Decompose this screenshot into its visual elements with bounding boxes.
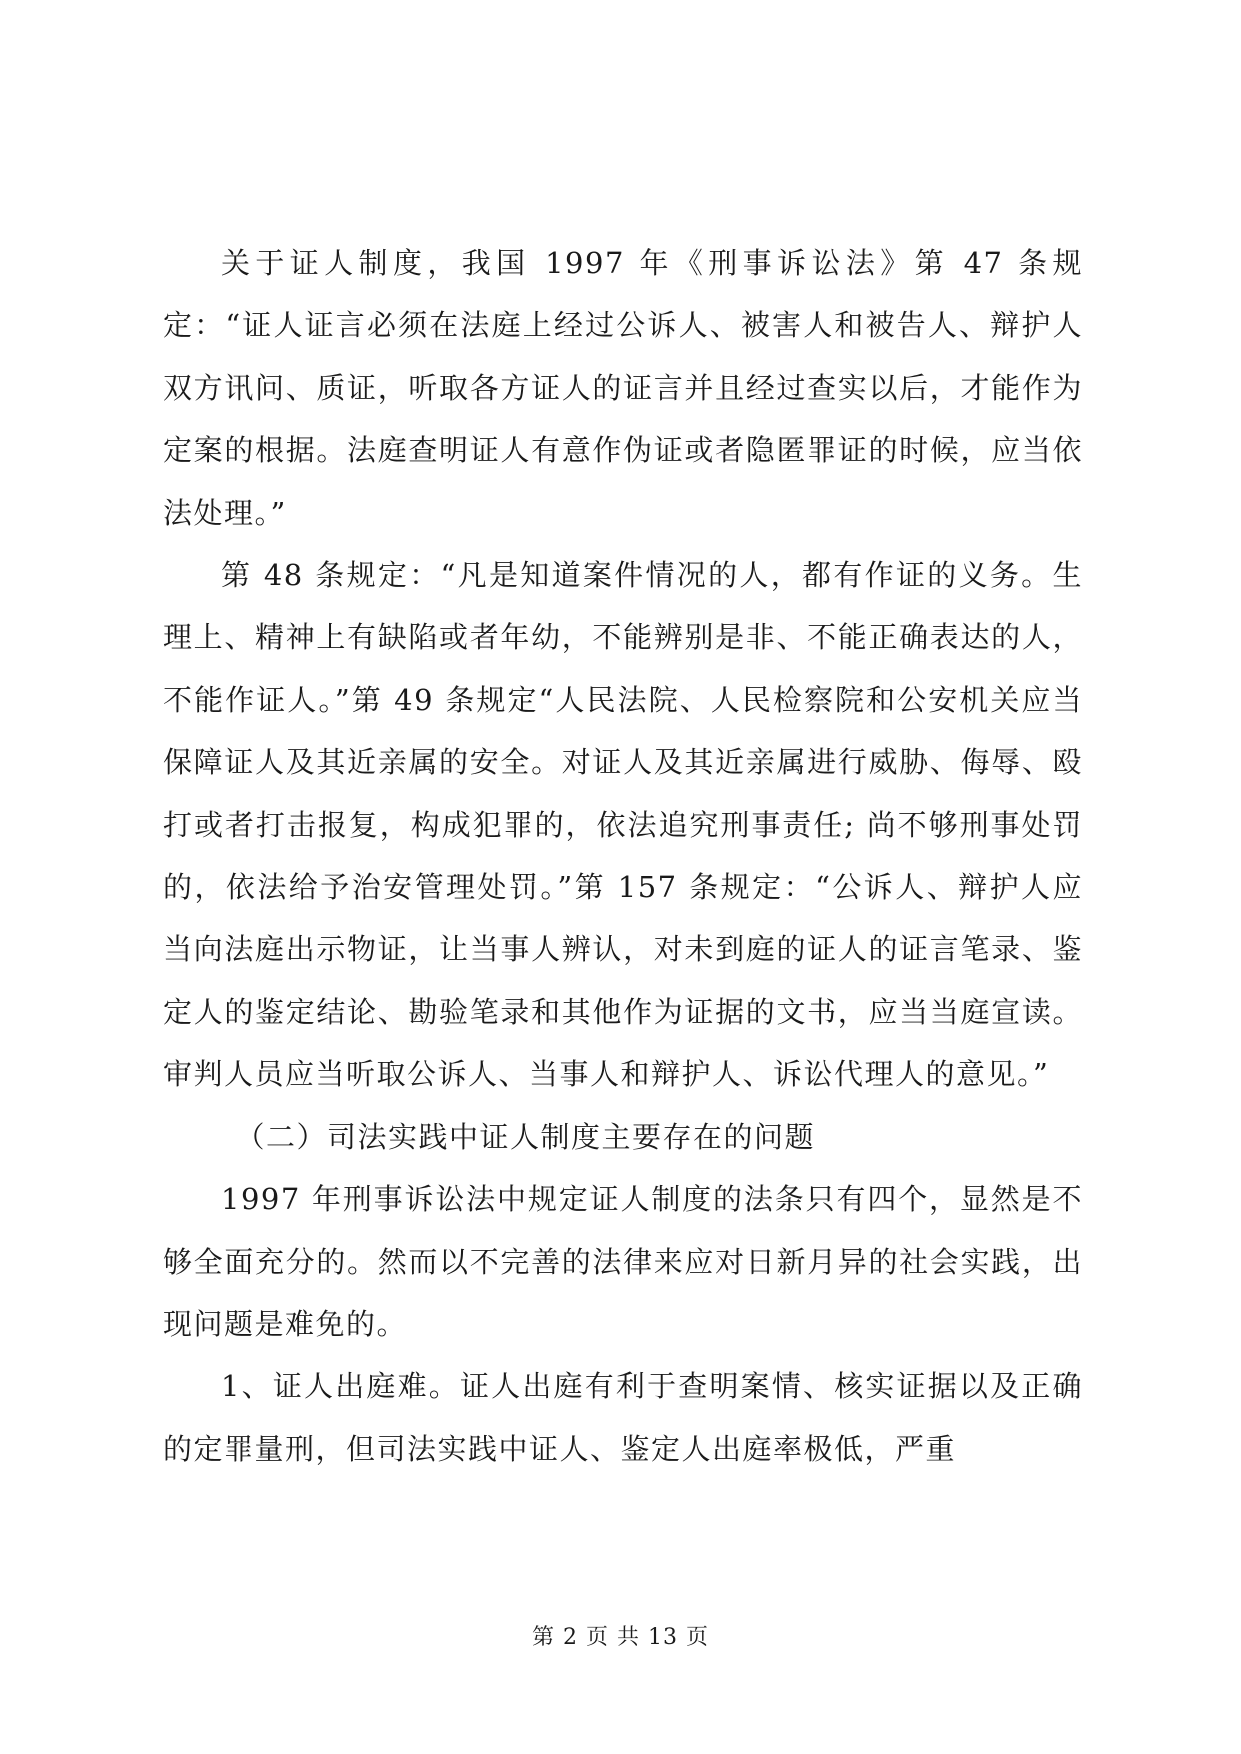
page-footer: 第 2 页 共 13 页 <box>532 1625 709 1650</box>
paragraph-witness-system-law: 关于证人制度，我国 1997 年《刑事诉讼法》第 47 条规定：“证人证言必须在法庭上经过公诉人、被害人和被告人、辩护人双方讯问、质证，听取各方证人的证言并且经过查实以后，才能作为定案的根据。法庭查明证人有意作伪证或者隐匿罪证的时候，应当依法处理。” <box>163 246 1083 530</box>
document-body <box>163 232 1083 1480</box>
paragraph-articles-48-49-157: 第 48 条规定：“凡是知道案件情况的人，都有作证的义务。生理上、精神上有缺陷或者年幼，不能辨别是非、不能正确表达的人，不能作证人。”第 49 条规定“人民法院、人民检察院和公安机关应当保障证人及其近亲属的安全。对证人及其近亲属进行威胁、侮辱、殴打或者打击报复，构成犯罪的，依法追究刑事责任; 尚不够刑事处罚的，依法给予治安管理处罚。”第 157 条规定：“公诉人、辩护人应当向法庭出示物证，让当事人辨认，对未到庭的证人的证言笔录、鉴定人的鉴定结论、勘验笔录和其他作为证据的文书，应当当庭宣读。审判人员应当听取公诉人、当事人和辩护人、诉讼代理人的意见。” <box>163 558 1083 1092</box>
paragraph-law-insufficient: 1997 年刑事诉讼法中规定证人制度的法条只有四个，显然是不够全面充分的。然而以不完善的法律来应对日新月异的社会实践，出现问题是难免的。 <box>163 1182 1083 1341</box>
section-heading-problems: （二）司法实践中证人制度主要存在的问题 <box>235 1119 816 1154</box>
paragraph-witness-appearance: 1、证人出庭难。证人出庭有利于查明案情、核实证据以及正确的定罪量刑，但司法实践中证人、鉴定人出庭率极低，严重 <box>163 1369 1083 1466</box>
